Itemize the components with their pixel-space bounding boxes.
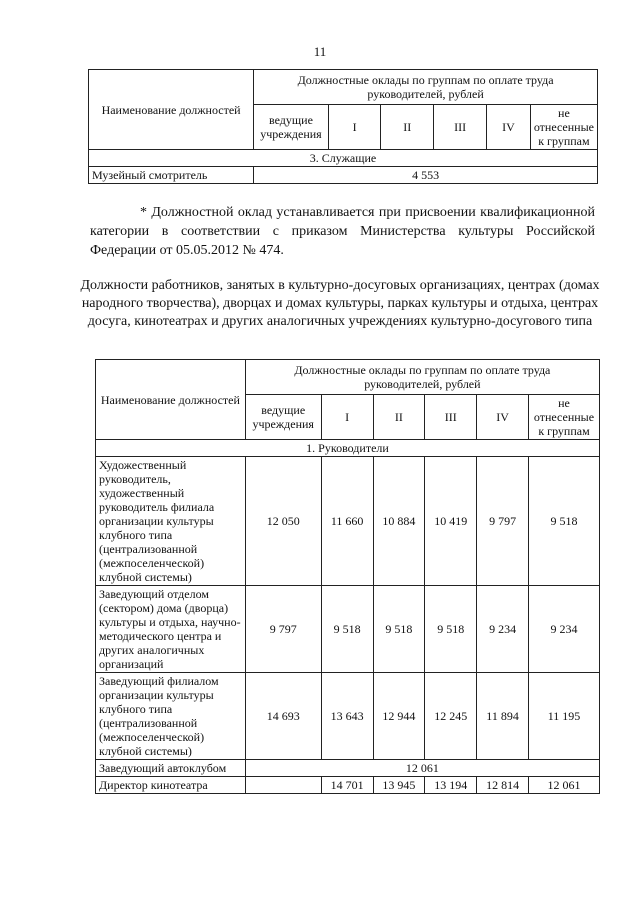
position-name: Заведующий отделом (сектором) дома (дворца) культуры и отдыха, научно-методического центра и других аналогичных организаций <box>96 586 246 673</box>
salary-value: 12 814 <box>477 777 529 794</box>
salary-value: 12 061 <box>529 777 600 794</box>
group-header: III <box>434 105 487 150</box>
section-row: 1. Руководители <box>96 440 600 457</box>
page-number: 11 <box>313 44 327 59</box>
salary-value: 11 894 <box>477 673 529 760</box>
column-header-position: Наименование должностей <box>89 70 254 150</box>
salary-value: 10 419 <box>425 457 477 586</box>
position-name: Музейный смотритель <box>89 167 254 184</box>
group-header: IV <box>487 105 531 150</box>
salary-table-culture <box>95 359 600 794</box>
position-name: Художественный руководитель, художественный руководитель филиала организации культуры клубного типа (централизованной (межпоселенческой) клубной системы) <box>96 457 246 586</box>
salary-value: 9 518 <box>373 586 425 673</box>
group-header: IV <box>477 395 529 440</box>
position-name: Директор кинотеатра <box>96 777 246 794</box>
column-header-position: Наименование должностей <box>96 360 246 440</box>
table-row <box>96 457 600 586</box>
table-row <box>96 673 600 760</box>
group-header: III <box>425 395 477 440</box>
group-header: II <box>381 105 434 150</box>
salary-value: 13 945 <box>373 777 425 794</box>
salary-value: 14 701 <box>321 777 373 794</box>
footnote: * Должностной оклад устанавливается при присвоении квалификационной категории в соответствии с приказом Министерства культуры Российской Федерации от 05.05.2012 № 474. <box>90 205 595 258</box>
column-header-salary-groups: Должностные оклады по группам по оплате труда руководителей, рублей <box>254 70 598 105</box>
group-header: I <box>328 105 381 150</box>
salary-value: 9 234 <box>477 586 529 673</box>
position-name: Заведующий филиалом организации культуры клубного типа (централизованной (межпоселенческой) клубной системы) <box>96 673 246 760</box>
table-row <box>96 760 600 777</box>
group-header: I <box>321 395 373 440</box>
group-header: не отнесенные к группам <box>530 105 597 150</box>
salary-value: 9 797 <box>477 457 529 586</box>
table-row <box>96 586 600 673</box>
salary-value: 14 693 <box>245 673 321 760</box>
salary-value: 10 884 <box>373 457 425 586</box>
salary-value: 12 245 <box>425 673 477 760</box>
salary-value: 13 194 <box>425 777 477 794</box>
salary-value: 12 944 <box>373 673 425 760</box>
column-header-salary-groups: Должностные оклады по группам по оплате труда руководителей, рублей <box>245 360 599 395</box>
salary-value: 9 797 <box>245 586 321 673</box>
group-header: ведущие учреждения <box>245 395 321 440</box>
salary-value: 13 643 <box>321 673 373 760</box>
salary-value: 12 061 <box>245 760 599 777</box>
table-row <box>96 777 600 794</box>
group-header: не отнесенные к группам <box>529 395 600 440</box>
salary-value: 9 518 <box>321 586 373 673</box>
salary-value: 9 518 <box>529 457 600 586</box>
section-row: 3. Служащие <box>89 150 598 167</box>
salary-value: 11 195 <box>529 673 600 760</box>
salary-value: 11 660 <box>321 457 373 586</box>
salary-value: 12 050 <box>245 457 321 586</box>
salary-value: 9 518 <box>425 586 477 673</box>
salary-value: 4 553 <box>254 167 598 184</box>
group-header: ведущие учреждения <box>254 105 329 150</box>
group-header: II <box>373 395 425 440</box>
salary-value: 9 234 <box>529 586 600 673</box>
salary-table-museum <box>88 69 598 184</box>
position-name: Заведующий автоклубом <box>96 760 246 777</box>
section-heading: Должности работников, занятых в культурно-досуговых организациях, центрах (домах народного творчества), дворцах и домах культуры, парках культуры и отдыха, центрах досуга, кинотеатрах и других аналогичных учреждениях культурно-досугового типа <box>80 278 600 329</box>
table-row <box>89 167 598 184</box>
salary-value <box>245 777 321 794</box>
